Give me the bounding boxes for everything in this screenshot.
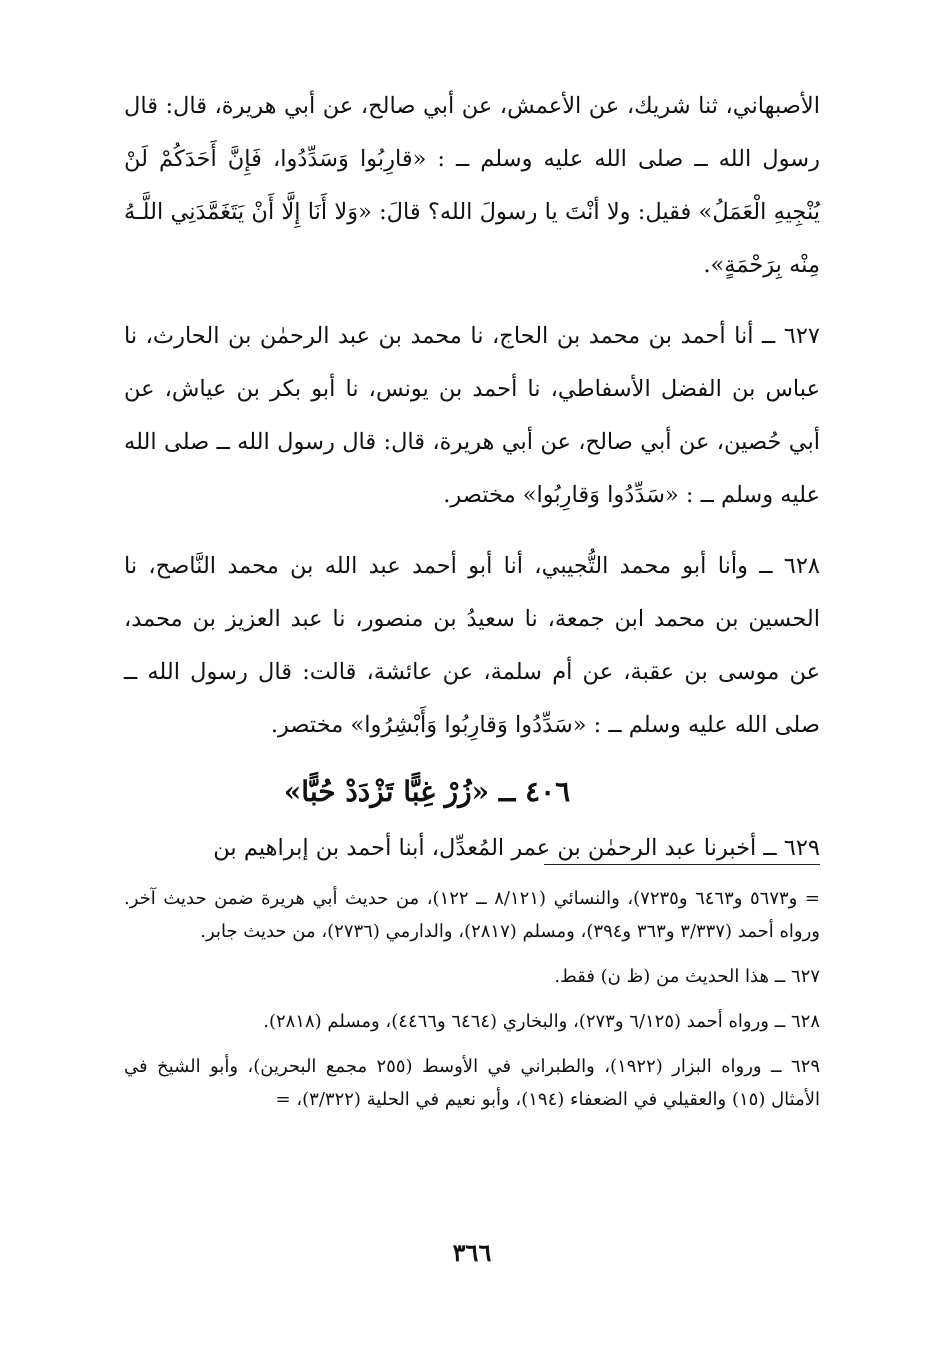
footnote-continuation: = و٥٦٧٣ و٦٤٦٣ و٧٢٣٥)، والنسائي (٨/١٢١ ــ ١٢٢)، من حديث أبي هريرة ضمن حديث آخر. ورواه أحمد (٣/٣٣٧ و٣٦٣ و٣٩٤)، ومسلم (٢٨١٧)، والدارمي (٢٧٣٦)، من حديث جابر. bbox=[124, 888, 821, 942]
footnote-627: ٦٢٧ ــ هذا الحديث من (ظ ن) فقط. bbox=[554, 966, 820, 987]
footnote-separator bbox=[544, 864, 820, 865]
footnote-628: ٦٢٨ ــ ورواه أحمد (٦/١٢٥ و٢٧٣)، والبخاري (٦٤٦٤ و٤٤٦٦)، ومسلم (٢٨١٨). bbox=[263, 1011, 820, 1032]
page-number: ٣٦٦ bbox=[452, 1238, 492, 1267]
hadith-627-paragraph: ٦٢٧ ــ أنا أحمد بن محمد بن الحاج، نا محمد بن عبد الرحمٰن بن الحارث، نا عباس بن الفضل الأسفاطي، نا أحمد بن يونس، نا أبو بكر بن عياش، عن أبي حُصين، عن أبي صالح، عن أبي هريرة، قال: قال رسول الله ــ صلى الله عليه وسلم ــ : «سَدِّدُوا وَقارِبُوا» مختصر. bbox=[124, 323, 820, 508]
hadith-629-paragraph: ٦٢٩ ــ أخبرنا عبد الرحمٰن بن عمر المُعدِّل، أبنا أحمد بن إبراهيم بن bbox=[213, 835, 820, 861]
hadith-628-paragraph: ٦٢٨ ــ وأنا أبو محمد التُّجيبي، أنا أبو أحمد عبد الله بن محمد النَّاصح، نا الحسين بن محمد ابن جمعة، نا سعيدُ بن منصور، نا عبد العزيز بن محمد، عن موسى بن عقبة، عن أم سلمة، عن عائشة، قالت: قال رسول الله ــ صلى الله عليه وسلم ــ : «سَدِّدُوا وَقارِبُوا وَأَبْشِرُوا» مختصر. bbox=[124, 553, 820, 738]
footnote-629: ٦٢٩ ــ ورواه البزار (١٩٢٢)، والطبراني في الأوسط (٢٥٥ مجمع البحرين)، وأبو الشيخ في الأمثال (١٥) والعقيلي في الضعفاء (١٩٤)، وأبو نعيم في الحلية (٣/٣٢٢)، = bbox=[124, 1056, 820, 1110]
main-text bbox=[124, 80, 820, 875]
section-heading-406: ٤٠٦ ــ «زُرْ غِبًّا تَزْدَدْ حُبًّا» bbox=[283, 775, 571, 808]
footnotes bbox=[124, 882, 820, 1128]
hadith-continuation-paragraph: الأصبهاني، ثنا شريك، عن الأعمش، عن أبي صالح، عن أبي هريرة، قال: قال رسول الله ــ صلى الله عليه وسلم ــ : «قارِبُوا وَسَدِّدُوا، فَإِنَّ أَحَدَكُمْ لَنْ يُنْجِيهِ الْعَمَلُ» فقيل: ولا أنْتَ يا رسولَ الله؟ قالَ: «وَلا أَنَا إِلَّا أَنْ يَتَغَمَّدَنِي اللَّـهُ مِنْه بِرَحْمَةٍ». bbox=[124, 93, 820, 278]
